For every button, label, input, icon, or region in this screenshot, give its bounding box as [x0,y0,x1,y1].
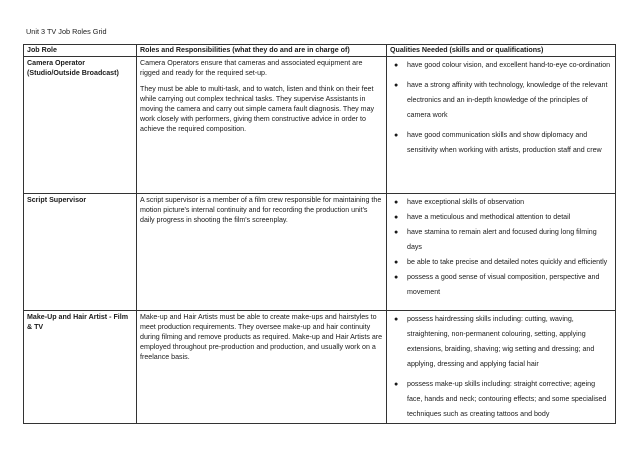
bullet-icon: ● [394,381,399,388]
role-name: Make-Up and Hair Artist - Film & TV [27,313,129,331]
role-name: Camera Operator [27,59,85,67]
qualities-list [390,312,612,422]
role-cell [24,57,137,194]
bullet-icon: ● [394,199,399,206]
role-name: Script Supervisor [27,196,87,204]
page-title: Unit 3 TV Job Roles Grid [26,27,107,36]
table-header-row [24,45,616,57]
qualities-list [390,195,612,300]
quality-text: possess make-up skills including: straight corrective; ageing face, hands and neck; contouring effects; and some specialised techniques such as creating tattoos and body [407,380,607,418]
bullet-icon: ● [394,274,399,281]
qualities-cell [387,194,616,311]
list-item [394,58,612,73]
quality-text: have a strong affinity with technology, knowledge of the relevant electronics and an in-depth knowledge of the principles of camera work [407,81,608,119]
quality-text: possess a good sense of visual composition, perspective and movement [407,273,600,296]
bullet-icon: ● [394,229,399,236]
quality-text: have stamina to remain alert and focused during long filming days [407,228,597,251]
table-row [24,194,616,311]
bullet-icon: ● [394,214,399,221]
role-subtitle: (Studio/Outside Broadcast) [27,69,119,77]
quality-text: possess hairdressing skills including: cutting, waving, straightening, non-permanent colouring, setting, applying extensions, braiding, shaving; wig setting and dressing; and applying, dressing and applying facial hair [407,315,595,368]
list-item [394,210,612,225]
list-item [394,225,612,255]
qualities-cell [387,57,616,194]
table-row [24,311,616,424]
role-cell [24,194,137,311]
quality-text: have exceptional skills of observation [407,198,525,206]
header-responsibilities: Roles and Responsibilities (what they do and are in charge of) [137,45,387,57]
bullet-icon: ● [394,316,399,323]
bullet-icon: ● [394,82,399,89]
responsibility-paragraph: Make-up and Hair Artists must be able to create make-ups and hairstyles to meet production requirements. They oversee make-up and hair continuity during filming and remove products as required. Make-up and Hair Artists are employed throughout pre-production and production, and usually work on a freelance basis. [140,313,383,361]
responsibility-paragraph: They must be able to multi-task, and to watch, listen and think on their feet while carrying out complex technical tasks. They supervise Assistants in moving the camera and carry out simple camera fault diagnosis. They may work closely with performers, giving them constructive advice in order to achieve the required composition. [140,85,375,133]
responsibilities-cell [137,57,387,194]
responsibility-paragraph: Camera Operators ensure that cameras and associated equipment are rigged and ready for the required set-up. [140,59,363,77]
list-item [394,270,612,300]
qualities-cell [387,311,616,424]
bullet-icon: ● [394,259,399,266]
list-item [394,195,612,210]
responsibilities-cell [137,194,387,311]
qualities-list [390,58,612,158]
bullet-icon: ● [394,62,399,69]
quality-text: have good colour vision, and excellent hand-to-eye co-ordination [407,61,611,69]
list-item [394,78,612,123]
table-row [24,57,616,194]
header-job-role: Job Role [24,45,137,57]
role-cell [24,311,137,424]
job-roles-table [23,44,616,424]
quality-text: have good communication skills and show diplomacy and sensitivity when working with artists, production staff and crew [407,131,602,154]
responsibility-paragraph: A script supervisor is a member of a film crew responsible for maintaining the motion picture's internal continuity and for recording the production unit's daily progress in shooting the film's screenplay. [140,196,382,224]
bullet-icon: ● [394,132,399,139]
list-item [394,377,612,422]
quality-text: be able to take precise and detailed notes quickly and efficiently [407,258,608,266]
header-qualities: Qualities Needed (skills and or qualifications) [387,45,616,57]
quality-text: have a meticulous and methodical attention to detail [407,213,571,221]
list-item [394,128,612,158]
list-item [394,312,612,372]
list-item [394,255,612,270]
responsibilities-cell [137,311,387,424]
